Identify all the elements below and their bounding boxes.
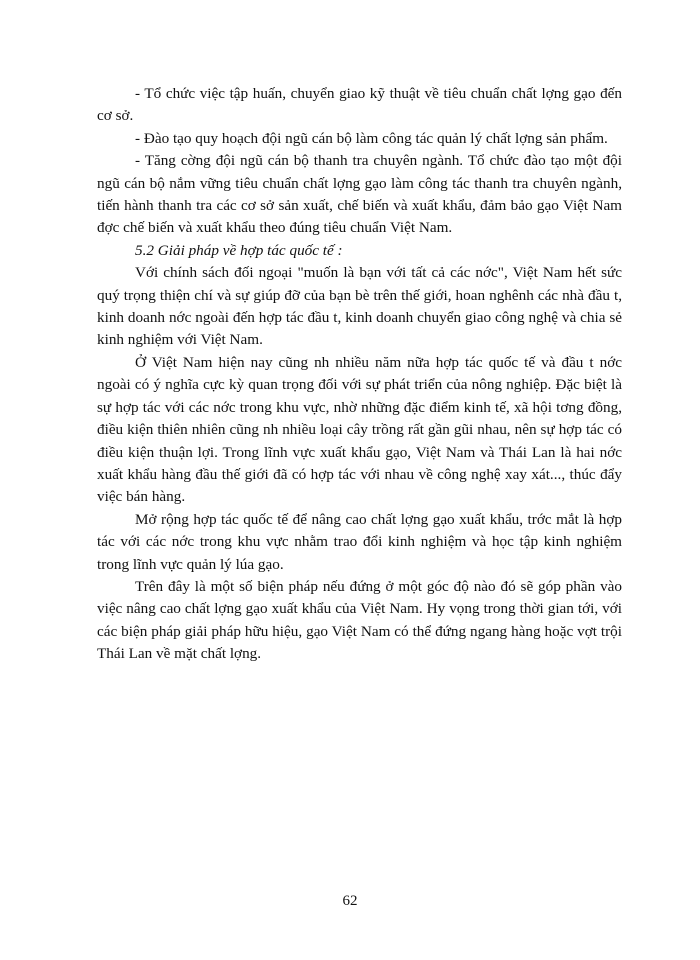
- paragraph-inspection: - Tăng cờng đội ngũ cán bộ thanh tra chuyên ngành. Tổ chức đào tạo một đội ngũ cán bộ nắm vững tiêu chuẩn chất lợng gạo làm công tác thanh tra chuyên ngành, tiến hành thanh tra các cơ sở sản xuất, chế biến và xuất khẩu, đảm bảo gạo Việt Nam đợc chế biến và xuất khẩu theo đúng tiêu chuẩn Việt Nam.: [97, 152, 622, 237]
- document-body: [97, 83, 622, 666]
- paragraph-expand-cooperation: Mở rộng hợp tác quốc tế để nâng cao chất lợng gạo xuất khẩu, trớc mắt là hợp tác với các nớc trong khu vực nhằm trao đổi kinh nghiệm và học tập kinh nghiệm trong lĩnh vực quản lý lúa gạo.: [97, 510, 622, 573]
- paragraph-foreign-policy: Với chính sách đối ngoại "muốn là bạn với tất cả các nớc", Việt Nam hết sức quý trọng thiện chí và sự giúp đỡ của bạn bè trên thế giới, hoan nghênh các nhà đầu t, kinh doanh nớc ngoài đến hợp tác đầu t, kinh doanh chuyển giao công nghệ và chia sẻ kinh nghiệm với Việt Nam.: [97, 264, 622, 349]
- paragraph-staff-planning: - Đào tạo quy hoạch đội ngũ cán bộ làm công tác quản lý chất lợng sản phẩm.: [135, 129, 608, 147]
- page-number: 62: [342, 893, 358, 909]
- paragraph-conclusion: Trên đây là một số biện pháp nếu đứng ở một góc độ nào đó sẽ góp phần vào việc nâng cao chất lợng gạo xuất khẩu của Việt Nam. Hy vọng trong thời gian tới, với các biện pháp giải pháp hữu hiệu, gạo Việt Nam có thể đứng ngang hàng hoặc vợt trội Thái Lan về mặt chất lợng.: [97, 577, 622, 663]
- paragraph-training: - Tổ chức việc tập huấn, chuyển giao kỹ thuật về tiêu chuẩn chất lợng gạo đến cơ sở.: [97, 85, 622, 125]
- paragraph-international-cooperation: Ở Việt Nam hiện nay cũng nh nhiều năm nữa hợp tác quốc tế và đầu t nớc ngoài có ý nghĩa cực kỳ quan trọng đối với sự phát triển của nông nghiệp. Đặc biệt là sự hợp tác với các nớc trong khu vực, nhờ những đặc điểm kinh tế, xã hội tơng đồng, điều kiện thiên nhiên cũng nh nhiều loại cây trồng rất gần gũi nhau, nên sự hợp tác có điều kiện thuận lợi. Trong lĩnh vực xuất khẩu gạo, Việt Nam và Thái Lan là hai nớc xuất khẩu hàng đầu thế giới đã có hợp tác với nhau về công nghệ xay xát..., thúc đẩy việc bán hàng.: [97, 353, 622, 506]
- section-heading: 5.2 Giải pháp về hợp tác quốc tế :: [135, 241, 343, 259]
